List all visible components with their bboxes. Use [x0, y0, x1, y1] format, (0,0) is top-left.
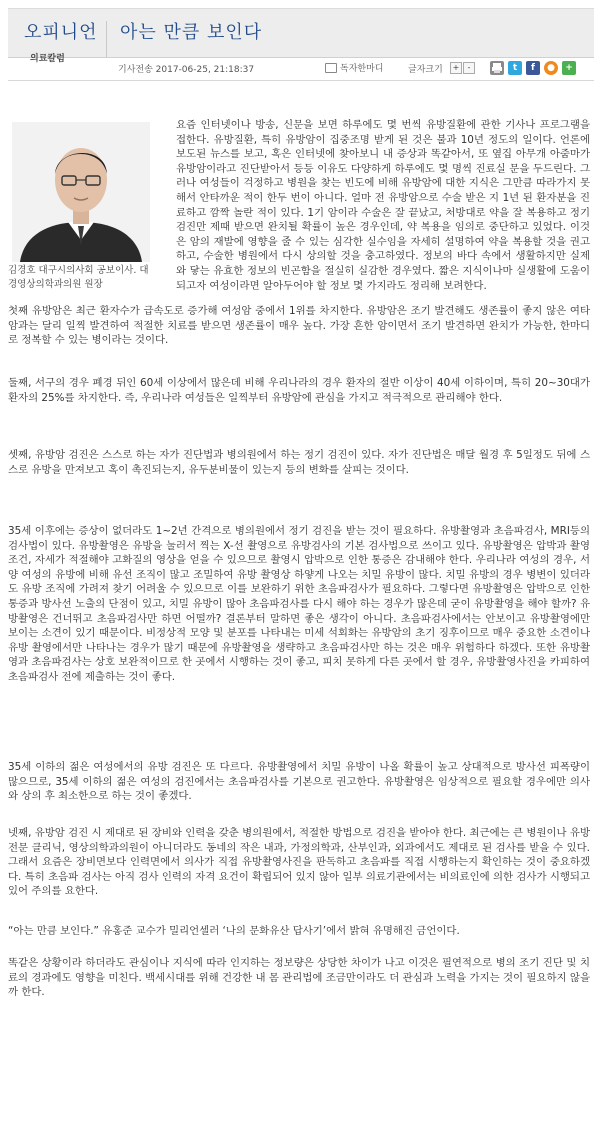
print-icon	[325, 63, 337, 73]
twitter-icon[interactable]: t	[508, 61, 522, 75]
article-meta-bar	[8, 58, 594, 81]
paragraph-text: 35세 이후에는 증상이 없더라도 1~2년 간격으로 병의원에서 정기 검진을 받는 것이 필요하다. 유방촬영과 초음파검사, MRI등의 검사법이 있다. 유방촬영은 유방을 눌러서 찍는 X-선 촬영으로 유방검사의 기본 검사법으로 쓰이고 있다. 유방촬영은 압박과 촬영 조건, 자세가 적절해야 고화질의 영상을 얻을 수 있으므로 촬영시 압박으로 인한 통증은 감내해야 한다. 우리나라 여성의 경우, 서양 여성의 유방에 비해 유선 조직이 많고 조밀하여 유방 촬영상 하얗게 나오는 치밀 유방이 많다. 치밀 유방의 경우 병변이 있더라도 유방 조직에 가려져 찾기 어려울 수 있으므로 이를 보완하기 위한 초음파검사가 필요하다. 그렇다면 유방촬영은 압박으로 인한 통증과 방사선 노출의 단점이 있고, 치밀 유방이 많아 초음파검사를 다시 해야 하는 경우가 많은데 굳이 유방촬영을 해야 할까? 유방촬영은 건너뛰고 초음파검사만 하면 어떨까? 결론부터 말하면 좋은 생각이 아니다. 초음파검사에서는 안보이고 유방촬영에만 보이는 소견이 있기 때문이다. 비정상적 모양 및 분포를 나타내는 미세 석회화는 유방암의 초기 징후이므로 매우 중요한 소견이나 유방 촬영에서만 나타나는 경우가 많기 때문에 유방촬영을 생략하고 초음파검사만 하는 것은 매우 위험하다 하겠다. 또한 유방촬영과 초음파검사는 상호 보완적이므로 한 곳에서 시행하는 것이 좋고, 피치 못하게 다른 곳에서 할 경우, 유방촬영사진을 카피하여 초음파검사 전에 제출하는 것이 좋다.	[8, 525, 590, 683]
font-size-increase-button[interactable]: +	[450, 62, 462, 74]
article-paragraph-4	[8, 524, 590, 685]
paragraph-text: “아는 만큼 보인다.” 유홍준 교수가 밀리언셀러 ‘나의 문화유산 답사기’에서 밝혀 유명해진 금언이다.	[8, 925, 460, 937]
paragraph-text: 첫째 유방암은 최근 환자수가 급속도로 증가해 여성암 중에서 1위를 차지한다. 유방암은 조기 발견해도 생존률이 좋지 않은 여타 암과는 달리 일찍 발견하여 적절한 치료를 받으면 생존률이 매우 높다. 가장 흔한 암이면서 조기 발견하면 완치가 가능한, 한마디로 정복할 수 있는 병이라는 것이다.	[8, 305, 590, 347]
paragraph-text: 넷째, 유방암 검진 시 제대로 된 장비와 인력을 갖춘 병의원에서, 적절한 방법으로 검진을 받아야 한다. 최근에는 큰 병원이나 유방전문 클리닉, 영상의학과의원이 아니더라도 동네의 작은 내과, 가정의학과, 산부인과, 외과에서도 제대로 된 검사를 받을 수 있다. 그래서 요즘은 장비면보다 인력면에서 의사가 직접 유방촬영사진을 판독하고 초음파를 직접 시행하는지 확인하는 것이 중요하겠다. 특히 초음파 검사는 아직 검사 인력의 자격 요건이 확립되어 있지 않아 일부 의료기관에서는 비의료인에 의한 검사가 시행되고 있어 주의를 요한다.	[8, 827, 590, 898]
author-photo	[12, 122, 150, 262]
article-paragraph-5	[8, 760, 590, 804]
paragraph-text: 셋째, 유방암 검진은 스스로 하는 자가 진단법과 병의원에서 하는 정기 검진이 있다. 자가 진단법은 매달 월경 후 5일정도 뒤에 스스로 유방을 만져보고 혹이 촉진되는지, 유두분비물이 있는지 등의 변화를 살피는 것이다.	[8, 449, 590, 476]
section-subtitle[interactable]: 의료칼럼	[30, 54, 65, 64]
article-intro	[176, 118, 590, 293]
paragraph-text: 똑같은 상황이라 하더라도 관심이나 지식에 따라 인지하는 정보량은 상당한 차이가 나고 이것은 필연적으로 병의 조기 진단 및 치료의 경과에도 영향을 미친다. 백세시대를 위해 건강한 내 몸 관리법에 조금만이라도 더 관심과 노력을 가지는 것이 필요하지 않을까 한다.	[8, 957, 590, 999]
header-divider	[106, 21, 107, 57]
print-share-icon[interactable]	[490, 61, 504, 75]
article-datetime: 기사전송 2017-06-25, 21:18:37	[118, 65, 255, 75]
facebook-icon[interactable]: f	[526, 61, 540, 75]
google-icon[interactable]: +	[562, 61, 576, 75]
font-size-label: 글자크기	[408, 65, 443, 75]
article-header	[8, 8, 594, 64]
me2day-icon[interactable]: ●	[544, 61, 558, 75]
article-paragraph: 요즘 인터넷이나 방송, 신문을 보면 하루에도 몇 번씩 유방질환에 관한 기사나 프로그램을 접한다. 유방질환, 특히 유방암이 집중조명 받게 된 것은 불과 10년 정도의 일이다. 언론에 보도된 뉴스를 보고, 혹은 인터넷에 찾아보니 내 증상과 똑같아서, 또 옆집 아무개 아줌마가 유방암이라고 진단받아서 등등 이유도 다양하게 하루에도 몇 명씩 진료실 문을 두드린다. 그러나 여성들이 걱정하고 병원을 찾는 빈도에 비해 유방암에 대한 지식은 그만큼 따라가지 못해서 안타까운 적이 한두 번이 아니다. 얼마 전 유방암으로 수술 받은 지 1년 된 환자분을 진료하고 깜짝 놀란 적이 있다. 1기 암이라 수술은 잘 끝났고, 처방대로 약을 잘 복용하고 정기검진만 제때 받으면 완치될 확률이 높은 경우인데, 약 복용을 임의로 중단하고 있었다. 이것은 암의 재발에 영향을 줄 수 있는 심각한 실수임을 자세히 설명하여 약을 복용할 것을 권고하고, 수술한 병원에서 다시 상의할 것을 충고하였다. 정보의 바다 속에서 생활하지만 실제 와 닿는 유효한 정보의 빈곤함을 절실히 실감한 경우였다. 짧은 지식이나마 실생활에 도움이 되고자 여성이라면 알아두어야 할 정보 몇 가지라도 정리해 보려한다.	[176, 119, 590, 292]
reader-comment-label: 독자한마디	[340, 64, 384, 74]
section-title[interactable]: 오피니언	[24, 22, 98, 43]
paragraph-text: 둘째, 서구의 경우 폐경 뒤인 60세 이상에서 많은데 비해 우리나라의 경우 환자의 절반 이상이 40세 이하이며, 특히 20~30대가 환자의 25%를 차지한다. 즉, 우리나라 여성들은 일찍부터 유방암에 관심을 가지고 적극적으로 관리해야 한다.	[8, 377, 590, 404]
article-paragraph-2	[8, 376, 590, 405]
photo-caption: 김경호 대구시의사회 공보이사. 대경영상의학과의원 원장	[8, 265, 149, 290]
article-paragraph-8	[8, 956, 590, 1000]
article-paragraph-1	[8, 304, 590, 348]
paragraph-text: 35세 이하의 젊은 여성에서의 유방 검진은 또 다르다. 유방촬영에서 치밀 유방이 나올 확률이 높고 상대적으로 방사선 피폭량이 많으므로, 35세 이하의 젊은 여성의 검진에서는 초음파검사를 기본으로 권고한다. 유방촬영은 임상적으로 필요할 경우에만 의사와 상의 후 최소한으로 하는 것이 좋겠다.	[8, 761, 590, 803]
font-size-decrease-button[interactable]: -	[463, 62, 475, 74]
article-paragraph-7	[8, 924, 590, 939]
article-title: 아는 만큼 보인다	[120, 22, 263, 43]
article-paragraph-6	[8, 826, 590, 899]
reader-comment-button[interactable]	[325, 61, 383, 74]
article-paragraph-3	[8, 448, 590, 477]
